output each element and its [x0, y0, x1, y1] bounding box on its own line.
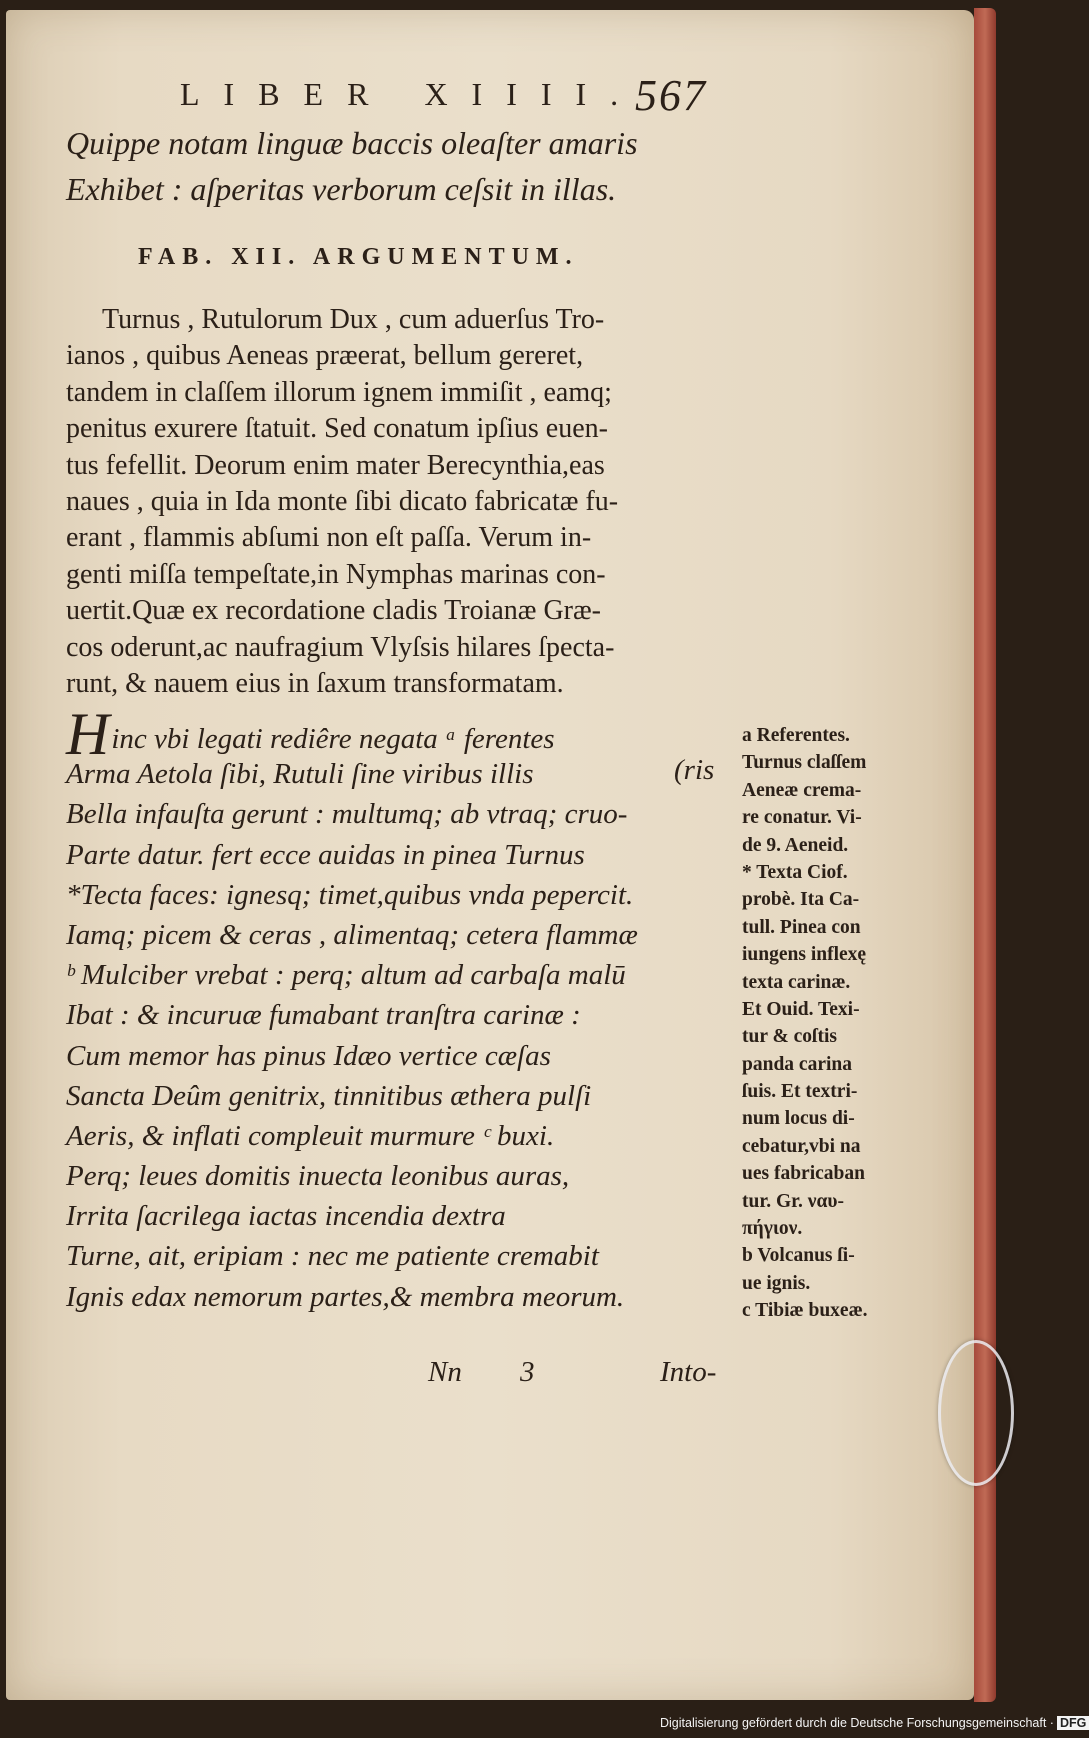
digitization-footer [660, 1716, 1087, 1736]
note-line: b Volcanus ſi- [742, 1245, 855, 1267]
poem-line: Parte datur. fert ecce auidas in pinea Turnus [66, 838, 585, 871]
turnover-fragment: (ris [674, 754, 715, 787]
argument-line: runt, & nauem eius in ſaxum transformatam. [66, 668, 564, 700]
note-line: cebatur,vbi na [742, 1135, 861, 1157]
poem-line: Irrita ſacrilega iactas incendia dextra [66, 1200, 506, 1233]
poem-line: Cum memor has pinus Idæo vertice cæſas [66, 1039, 551, 1072]
note-line: ues fabricaban [742, 1163, 865, 1185]
note-line: c Tibiæ buxeæ. [742, 1300, 868, 1322]
poem-line: Hinc vbi legati rediêre negata ᵃ ferentes [66, 701, 555, 767]
running-head [180, 71, 740, 126]
argument-line: erant , flammis abſumi non eſt paſſa. Verum in- [66, 522, 592, 554]
verse-top [66, 120, 766, 212]
poem-line: Ignis edax nemorum partes,& membra meorum. [66, 1280, 625, 1313]
argument-line: tus fefellit. Deorum enim mater Berecynthia,eas [66, 449, 605, 481]
page-number: 567 [635, 71, 707, 120]
note-line: re conatur. Vi- [742, 807, 862, 829]
marginal-notes [742, 722, 928, 1325]
argument-line: penitus exurere ſtatuit. Sed conatum ipſius euen- [66, 413, 608, 445]
catchword: Into- [660, 1356, 717, 1388]
note-line: iungens inflexę [742, 944, 867, 966]
poem-line: Perq; leues domitis inuecta leonibus auras, [66, 1160, 570, 1193]
argument-line: uertit.Quæ ex recordatione cladis Troianæ Græ- [66, 595, 602, 627]
page-clip [938, 1340, 1014, 1486]
poem-line: Iamq; picem & ceras , alimentaq; cetera flammæ [66, 918, 638, 951]
note-line: ſuis. Et textri- [742, 1081, 858, 1103]
note-line: tur & coſtis [742, 1026, 837, 1048]
note-line: probè. Ita Ca- [742, 889, 860, 911]
note-line: Et Ouid. Texi- [742, 998, 860, 1020]
signature-mark: Nn [428, 1356, 462, 1388]
signature-number: 3 [520, 1356, 535, 1388]
note-line: de 9. Aeneid. [742, 834, 849, 856]
note-line: a Referentes. [742, 725, 850, 746]
verse-line: Quippe notam linguæ baccis oleaſter amaris [66, 125, 638, 161]
note-line: panda carina [742, 1053, 852, 1075]
argument-line: Turnus , Rutulorum Dux , cum aduerſus Tro- [102, 304, 605, 335]
poem-line: *Tecta faces: ignesq; timet,quibus vnda pepercit. [66, 878, 634, 911]
argument-line: ianos , quibus Aeneas præerat, bellum gereret, [66, 340, 584, 372]
dfg-logo: DFG [1057, 1716, 1089, 1730]
argument-line: genti miſſa tempeſtate,in Nymphas marinas con- [66, 558, 606, 590]
poem-line: Sancta Deûm genitrix, tinnitibus æthera pulſi [66, 1079, 592, 1112]
note-line: num locus di- [742, 1108, 855, 1130]
poem-line: ᵇ Mulciber vrebat : perq; altum ad carbaſa malū [66, 959, 626, 992]
note-line: * Texta Ciof. [742, 861, 848, 883]
note-line: tull. Pinea con [742, 916, 861, 938]
note-line: texta carinæ. [742, 971, 851, 993]
argument-line: tandem in claſſem illorum ignem immiſit , eamq; [66, 376, 612, 408]
note-line: tur. Gr. ναυ- [742, 1190, 844, 1212]
argument-text [66, 302, 726, 702]
verse-line: Exhibet : aſperitas verborum ceſsit in illas. [66, 171, 617, 207]
note-line: Aeneæ crema- [742, 779, 862, 801]
argument-line: naues , quia in Ida monte ſibi dicato fabricatæ fu- [66, 486, 619, 518]
footer-text: Digitalisierung gefördert durch die Deutsche Forschungsgemeinschaft · [660, 1716, 1054, 1730]
fable-title: FAB. XII. ARGUMENTUM. [138, 244, 579, 270]
poem-text [66, 701, 732, 1317]
running-head-title: LIBER XIIII. [180, 76, 643, 112]
poem-line: Arma Aetola ſibi, Rutuli ſine viribus illis (ris [66, 754, 732, 794]
poem-line: Turne, ait, eripiam : nec me patiente cremabit [66, 1240, 599, 1273]
note-line: ue ignis. [742, 1272, 811, 1294]
argument-line: cos oderunt,ac naufragium Vlyſsis hilares ſpecta- [66, 631, 615, 663]
note-line: πήγιον. [742, 1218, 803, 1240]
poem-line: Bella infauſta gerunt : multumq; ab vtraq; cruo- [66, 798, 628, 831]
poem-line: Aeris, & inflati compleuit murmure ᶜ buxi. [66, 1119, 555, 1152]
poem-line: Ibat : & incuruæ fumabant tranſtra carinæ : [66, 999, 581, 1032]
note-line: Turnus claſſem [742, 752, 867, 774]
drop-cap: H [66, 701, 110, 767]
